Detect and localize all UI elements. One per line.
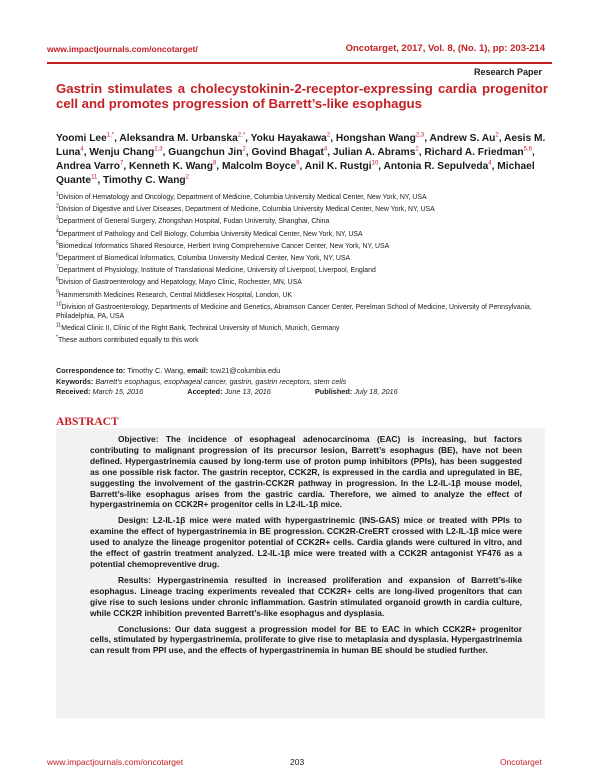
affiliation-text: Department of Physiology, Institute of Translational Medicine, University of Liverpool, Liverpool, England (58, 267, 376, 275)
keywords-text: Barrett’s esophagus, esophageal cancer, gastrin, gastrin receptors, stem cells (95, 376, 347, 386)
affiliation-number: 2 (56, 203, 59, 210)
author-affiliation-mark: 4 (80, 146, 84, 153)
author-name: Aleksandra M. Urbanska (119, 133, 238, 144)
author (119, 133, 245, 144)
affiliation (56, 230, 556, 239)
affiliation-number: 8 (56, 277, 59, 284)
author-name: Wenju Chang (89, 147, 155, 158)
paper-type: Research Paper (473, 67, 542, 77)
author-affiliation-mark: 2,* (237, 132, 246, 139)
affiliation (56, 266, 556, 275)
author-affiliation-mark: 2 (415, 146, 419, 153)
author-affiliation-mark: 2 (495, 132, 499, 139)
author-name: Aesis M. Luna (56, 133, 546, 158)
author-name: Antonia R. Sepulveda (383, 161, 489, 172)
author-list: Yoomi Lee$^{1,*}$, Aleksandra M. Urbanska$^{2,*}$, Yoku Hayakawa$^2$, Hongshan Wang$^{2,3}$, Andrew S. Au$^2$, Aesis M. Luna$^4$, Wenju Chang$^{2,3}$, Guangchun Jin$^2$, Govind Bhagat$^4$, Julian A. Abrams$^2$, Richard A. Friedman$^{5,6}$, Andrea Varro$^7$, Kenneth K. Wang$^8$, Malcolm Boyce$^9$, Anil K. Rustgi$^{10}$, Antonia R. Sepulveda$^4$, Michael Quante$^{11}$, Timothy C. Wang$^2$ (56, 132, 546, 186)
keywords (56, 377, 546, 388)
correspondence-label: Correspondence to: (56, 366, 126, 375)
author (103, 175, 189, 186)
author (56, 161, 123, 172)
keywords-label: Keywords: (56, 376, 94, 386)
author (251, 147, 327, 158)
affiliation (56, 242, 556, 251)
affiliation-number: 5 (56, 240, 59, 247)
abstract-body (90, 434, 522, 661)
affiliation-number: 3 (56, 216, 59, 223)
affiliation-number: 4 (56, 228, 59, 235)
affiliation-text: Division of Gastroenterology, Departments of Medicine and Genetics, Abramson Cancer Center, Perelman School of Medicine, University of Pennsylvania, Philadelphia, PA, USA (56, 303, 532, 320)
author (251, 133, 331, 144)
author-name: Michael Quante (56, 161, 535, 186)
affiliation (56, 336, 556, 345)
author-affiliation-mark: 2,3 (154, 146, 163, 153)
author (429, 133, 498, 144)
author (222, 161, 300, 172)
affiliation-text: Division of Gastroenterology and Hepatology, Mayo Clinic, Rochester, MN, USA (58, 279, 302, 287)
author-affiliation-mark: 2 (242, 146, 246, 153)
published-label: Published: (314, 387, 353, 396)
author-name: Andrea Varro (56, 161, 120, 172)
author (424, 147, 532, 158)
journal-url[interactable]: www.impactjournals.com/oncotarget/ (47, 44, 198, 54)
author (384, 161, 492, 172)
abstract-conclusions: Conclusions: Our data suggest a progression model for BE to EAC in which CCK2R+ progenitor cells, stimulated by hypergastrinemia, proliferate to give rise to metaplasia and dysplasia. Hypergastrinemia can result from PPI use, and the effects of hypergastrinemia in human BE should be studied further. (90, 623, 522, 656)
author-name: Anil K. Rustgi (304, 161, 372, 172)
affiliation (56, 278, 556, 287)
affiliation-text: These authors contributed equally to this work (57, 337, 199, 345)
accepted-date: June 13, 2016 (224, 387, 271, 396)
abstract-design: Design: L2-IL-1β mice were mated with hypergastrinemic (INS-GAS) mice or treated with PPIs to examine the effect of hypergastrinemia in BE progression. CCK2R-CreERT crossed with L2-IL-1β mice were used to analyze the lineage progenitor potential of CCK2R+ cells. Cardia glands were cultured in vitro, and the effect of gastrin treatment analyzed. L2-IL-1β mice were treated with a CCK2R antagonist YF476 as a potential chemopreventive drug. (90, 515, 522, 569)
affiliation-text: Division of Hematology and Oncology, Department of Medicine, Columbia University Medical Center, New York, NY, USA (58, 194, 427, 201)
author-name: Kenneth K. Wang (129, 161, 213, 172)
author-affiliation-mark: 8 (212, 160, 217, 167)
abstract-objective: Objective: The incidence of esophageal adenocarcinoma (EAC) is increasing, but factors contributing to malignant progression of its precursor lesion, Barrett’s esophagus (BE), have not been defined. Hypergastrinemia caused by long-term use of proton pump inhibitors (PPIs), has been suggested as one possible risk factor. The gastrin receptor, CCK2R, is expressed in the cardia and upregulated in BE, suggesting the involvement of the gastrin-CCK2R pathway in progression. In the L2-IL-1β mouse model, Barrett’s-like esophagus arises from the gastric cardia. Therefore, we aimed to analyze the effect of hypergastrinemia on CCK2R+ progenitor cells in L2-IL-1β mice. (90, 434, 522, 510)
affiliation-list (56, 193, 556, 348)
author (56, 133, 114, 144)
header-divider (47, 62, 552, 64)
email-label: email: (187, 366, 209, 375)
accepted-label: Accepted: (187, 387, 223, 396)
affiliation-number: 11 (56, 322, 62, 329)
author-affiliation-mark: 5,6 (523, 146, 533, 153)
affiliation-text: Medical Clinic II, Clinic of the Right Bank, Technical University of Munich, Munich, Germany (61, 324, 340, 332)
article-metadata (56, 366, 546, 398)
author-name: Timothy C. Wang (103, 175, 186, 186)
affiliation-text: Department of Biomedical Informatics, Columbia University Medical Center, New York, NY, USA (58, 254, 351, 262)
author-name: Andrew S. Au (429, 133, 496, 144)
affiliation (56, 205, 556, 214)
received-date: March 15, 2016 (92, 387, 144, 396)
author-affiliation-mark: 2,3 (415, 132, 425, 139)
paper-title: Gastrin stimulates a cholecystokinin-2-receptor-expressing cardia progenitor cell and promotes progression of Barrett’s-like esophagus (56, 81, 548, 111)
author-name: Malcolm Boyce (221, 161, 297, 172)
affiliation-number: 6 (56, 252, 59, 259)
author-affiliation-mark: 11 (91, 174, 98, 181)
affiliation-text: Biomedical Informatics Shared Resource, Herbert Irving Comprehensive Cancer Center, New York, NY, USA (58, 242, 390, 250)
abstract-results: Results: Hypergastrinemia resulted in increased proliferation and expansion of Barrett’s-like esophagus. Lineage tracing experiments revealed that CCK2R+ cells are long-lived progenitors that can give rise to such lesions under chronic inflammation. Gastrin stimulated organoid growth in cardia culture, while CCK2R inhibition prevented Barrett’s-like esophagus and dysplasia. (90, 574, 522, 618)
correspondence-name: Timothy C. Wang, (127, 366, 186, 375)
affiliation (56, 254, 556, 263)
author-name: Julian A. Abrams (332, 147, 416, 158)
author-affiliation-mark: 10 (371, 160, 379, 167)
footer-journal: Oncotarget (499, 757, 542, 767)
author (336, 133, 424, 144)
author-affiliation-mark: 4 (488, 160, 492, 167)
affiliation-number: 9 (56, 289, 59, 296)
author (129, 161, 216, 172)
affiliation-text: Hammersmith Medicines Research, Central Middlesex Hospital, London, UK (58, 291, 293, 299)
affiliation-number: 7 (56, 264, 59, 271)
affiliation (56, 324, 556, 333)
page-number: 203 (290, 757, 305, 767)
article-dates (56, 387, 546, 398)
affiliation (56, 193, 556, 202)
author-affiliation-mark: 2 (185, 174, 189, 181)
author-affiliation-mark: 1,* (106, 132, 115, 139)
author (305, 161, 378, 172)
author-name: Guangchun Jin (168, 147, 243, 158)
journal-citation: Oncotarget, 2017, Vol. 8, (No. 1), pp: 203-214 (345, 43, 545, 54)
author-affiliation-mark: 7 (119, 160, 124, 167)
author (168, 147, 246, 158)
affiliation-number: * (56, 334, 58, 341)
received-label: Received: (56, 387, 91, 396)
affiliation-text: Division of Digestive and Liver Diseases, Department of Medicine, Columbia University Medical Center, New York, NY, USA (58, 206, 435, 214)
affiliation (56, 291, 556, 300)
author (89, 147, 162, 158)
affiliation-text: Department of General Surgery, Zhongshan Hospital, Fudan University, Shanghai, China (58, 218, 330, 226)
footer-url[interactable]: www.impactjournals.com/oncotarget (47, 757, 184, 767)
correspondence (56, 366, 546, 377)
author-name: Richard A. Friedman (424, 147, 524, 158)
author (333, 147, 419, 158)
author-affiliation-mark: 2 (326, 132, 331, 139)
author-affiliation-mark: 4 (323, 146, 328, 153)
author-name: Yoomi Lee (56, 133, 107, 144)
published-date: July 18, 2016 (354, 387, 398, 396)
correspondence-email[interactable]: tcw21@columbia.edu (210, 366, 281, 375)
author-name: Yoku Hayakawa (250, 133, 327, 144)
affiliation-text: Department of Pathology and Cell Biology, Columbia University Medical Center, New York, NY, USA (58, 230, 363, 238)
abstract-heading: ABSTRACT (56, 416, 119, 428)
author-affiliation-mark: 9 (296, 160, 300, 167)
author-name: Govind Bhagat (251, 147, 324, 158)
affiliation (56, 217, 556, 226)
affiliation-number: 10 (56, 301, 62, 308)
affiliation (56, 303, 556, 321)
author-name: Hongshan Wang (335, 133, 416, 144)
affiliation-number: 1 (56, 191, 59, 198)
